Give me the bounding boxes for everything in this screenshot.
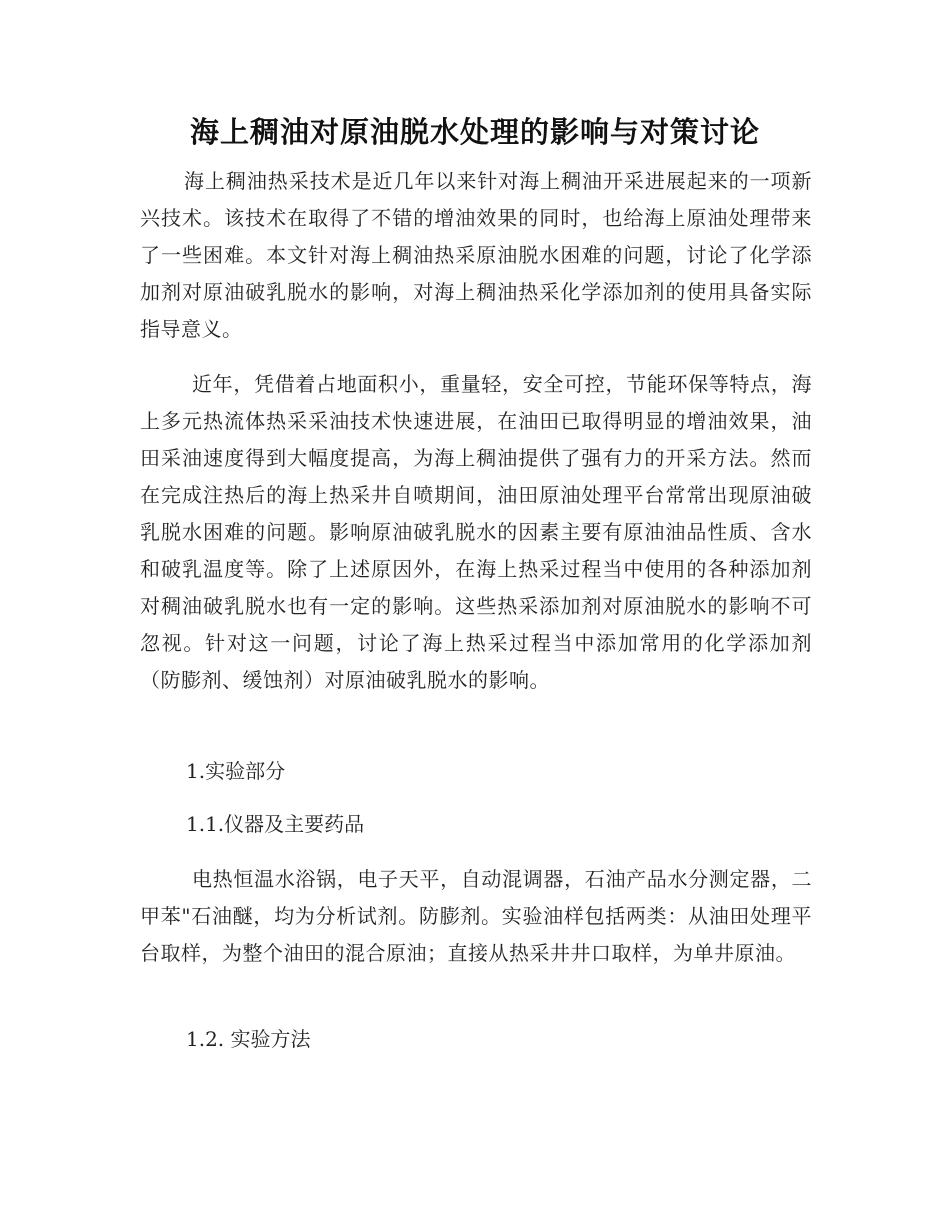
document-title: 海上稠油对原油脱水处理的影响与对策讨论 <box>189 115 760 149</box>
intro-paragraph: 近年，凭借着占地面积小，重量轻，安全可控，节能环保等特点，海上多元热流体热采采油技术快速进展，在油田已取得明显的增油效果，油田采油速度得到大幅度提高，为海上稠油提供了强有力的开采方法。然而在完成注热后的海上热采井自喷期间，油田原油处理平台常常出现原油破乳脱水困难的问题。影响原油破乳脱水的因素主要有原油油品性质、含水和破乳温度等。除了上述原因外，在海上热采过程当中使用的各种添加剂对稠油破乳脱水也有一定的影响。这些热采添加剂对原油脱水的影响不可忽视。针对这一问题，讨论了海上热采过程当中添加常用的化学添加剂（防膨剂、缓蚀剂）对原油破乳脱水的影响。 <box>140 372 812 692</box>
abstract-paragraph: 海上稠油热采技术是近几年以来针对海上稠油开采进展起来的一项新兴技术。该技术在取得了不错的增油效果的同时，也给海上原油处理带来了一些困难。本文针对海上稠油热采原油脱水困难的问题，讨论了化学添加剂对原油破乳脱水的影响，对海上稠油热采化学添加剂的使用具备实际指导意义。 <box>140 169 812 341</box>
subsection-heading-method: 1.2. 实验方法 <box>186 1027 311 1051</box>
subsection-heading-instruments: 1.1.仪器及主要药品 <box>186 812 365 836</box>
section-heading-experiment: 1.实验部分 <box>186 759 286 783</box>
instruments-paragraph: 电热恒温水浴锅，电子天平，自动混调器，石油产品水分测定器，二甲苯"石油醚，均为分析试剂。防膨剂。实验油样包括两类：从油田处理平台取样，为整个油田的混合原油；直接从热采井井口取样，为单井原油。 <box>140 867 812 965</box>
